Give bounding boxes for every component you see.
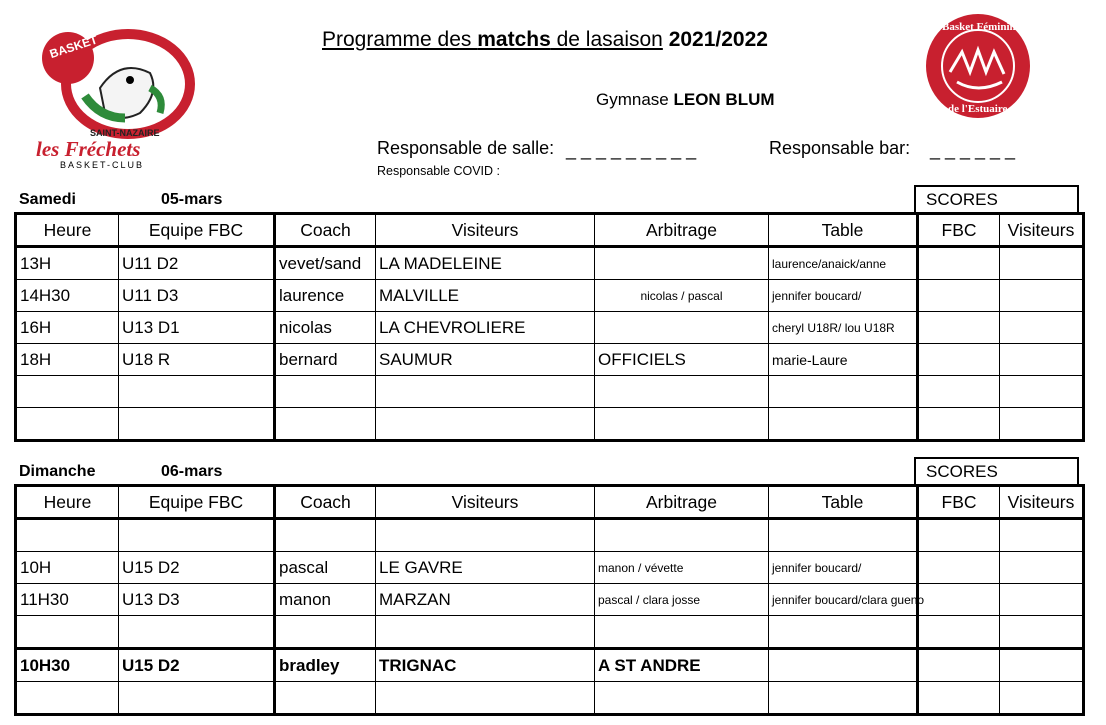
col-visiteurs: Visiteurs [376,486,595,519]
cell-heure: 10H [16,552,119,584]
sunday-day: Dimanche [19,463,96,480]
cell-visiteurs-score [1000,584,1084,616]
logo-city-text: SAINT-NAZAIRE [90,128,160,138]
col-heure: Heure [16,486,119,519]
cell-coach: laurence [275,280,376,312]
table-row [16,312,1084,344]
cell-heure: 11H30 [16,584,119,616]
cell-coach: vevet/sand [275,247,376,280]
cell-table: jennifer boucard/ [769,552,918,584]
logo-right-line1: Basket Féminin [942,21,1016,33]
col-visiteurs-score: Visiteurs [1000,214,1084,247]
table-row [16,552,1084,584]
cell-visiteurs: TRIGNAC [376,649,595,682]
col-visiteurs-score: Visiteurs [1000,486,1084,519]
table-row [16,247,1084,280]
cell-fbc-score [918,247,1000,280]
col-fbc: FBC [918,486,1000,519]
sunday-table [14,484,1085,716]
cell-heure: 18H [16,344,119,376]
cell-table: jennifer boucard/ [769,280,918,312]
cell-table: laurence/anaick/anne [769,247,918,280]
col-equipe: Equipe FBC [119,214,275,247]
cell-equipe: U13 D3 [119,584,275,616]
saturday-day: Samedi [19,191,76,208]
basket-feminin-estuaire-logo [912,12,1046,120]
col-fbc: FBC [918,214,1000,247]
logo-name-text: les Fréchets [36,137,141,161]
cell-arbitrage: nicolas / pascal [595,280,769,312]
cell-equipe: U13 D1 [119,312,275,344]
cell-visiteurs-score [1000,280,1084,312]
cell-visiteurs-score [1000,344,1084,376]
cell-equipe: U11 D3 [119,280,275,312]
sunday-band [14,458,914,486]
saturday-band [14,186,914,214]
title-part1: Programme des [322,28,478,51]
cell-equipe: U11 D2 [119,247,275,280]
responsable-salle-label: Responsable de salle: [377,138,555,158]
col-arbitrage: Arbitrage [595,214,769,247]
saturday-table [14,212,1085,442]
title-part3: saison [602,28,663,51]
col-visiteurs: Visiteurs [376,214,595,247]
cell-equipe: U15 D2 [119,649,275,682]
cell-fbc-score [918,344,1000,376]
saturday-scores-box [914,185,1079,212]
cell-table: jennifer boucard/clara gueno [769,584,918,616]
cell-fbc-score [918,312,1000,344]
table-row [16,649,1084,682]
gym-line [596,90,775,110]
cell-arbitrage: OFFICIELS [595,344,769,376]
col-table: Table [769,214,918,247]
cell-fbc-score [918,649,1000,682]
saturday-date: 05-mars [161,191,223,208]
cell-visiteurs-score [1000,649,1084,682]
cell-heure: 16H [16,312,119,344]
cell-visiteurs-score [1000,247,1084,280]
saturday-scores-label: SCORES [926,190,998,209]
table-row-empty [16,408,1084,441]
cell-visiteurs: LE GAVRE [376,552,595,584]
cell-arbitrage [595,247,769,280]
col-coach: Coach [275,486,376,519]
gym-name: LEON BLUM [673,90,775,109]
logo-right-line2: de l'Estuaire [948,103,1008,115]
responsable-bar-value: _ _ _ _ _ _ [930,140,1016,160]
cell-equipe: U15 D2 [119,552,275,584]
cell-coach: pascal [275,552,376,584]
col-heure: Heure [16,214,119,247]
cell-visiteurs: MALVILLE [376,280,595,312]
cell-arbitrage: A ST ANDRE [595,649,769,682]
responsable-salle-value: _ _ _ _ _ _ _ _ _ [566,140,697,160]
logo-basket-text: BASKET [47,32,100,62]
les-frechets-logo [30,18,200,170]
gym-prefix: Gymnase [596,90,674,109]
table-row [16,344,1084,376]
cell-visiteurs-score [1000,552,1084,584]
sunday-header-row [16,486,1084,519]
cell-table [769,649,918,682]
page-title [322,28,768,52]
cell-heure: 13H [16,247,119,280]
table-row-empty [16,519,1084,552]
cell-coach: nicolas [275,312,376,344]
title-part2: de la [550,28,603,51]
title-year: 2021/2022 [668,28,768,51]
col-arbitrage: Arbitrage [595,486,769,519]
logo-sub-text: BASKET-CLUB [60,160,145,170]
cell-arbitrage: manon / vévette [595,552,769,584]
cell-coach: bradley [275,649,376,682]
cell-visiteurs: LA MADELEINE [376,247,595,280]
title-bold: matchs [477,28,551,51]
cell-heure: 10H30 [16,649,119,682]
cell-heure: 14H30 [16,280,119,312]
responsable-covid-label: Responsable COVID : [377,164,500,178]
table-row-empty [16,376,1084,408]
cell-fbc-score [918,280,1000,312]
cell-arbitrage [595,312,769,344]
cell-arbitrage: pascal / clara josse [595,584,769,616]
cell-visiteurs: MARZAN [376,584,595,616]
cell-visiteurs: LA CHEVROLIERE [376,312,595,344]
cell-equipe: U18 R [119,344,275,376]
col-equipe: Equipe FBC [119,486,275,519]
cell-visiteurs-score [1000,312,1084,344]
sunday-scores-label: SCORES [926,462,998,481]
responsable-bar-label: Responsable bar: [769,138,911,158]
cell-table: marie-Laure [769,344,918,376]
col-table: Table [769,486,918,519]
sunday-date: 06-mars [161,463,223,480]
sunday-scores-box [914,457,1079,484]
cell-fbc-score [918,584,1000,616]
table-row-empty [16,682,1084,715]
table-row [16,584,1084,616]
table-row [16,280,1084,312]
cell-visiteurs: SAUMUR [376,344,595,376]
col-coach: Coach [275,214,376,247]
table-row-empty [16,616,1084,649]
cell-coach: manon [275,584,376,616]
saturday-header-row [16,214,1084,247]
cell-table: cheryl U18R/ lou U18R [769,312,918,344]
cell-coach: bernard [275,344,376,376]
cell-fbc-score [918,552,1000,584]
